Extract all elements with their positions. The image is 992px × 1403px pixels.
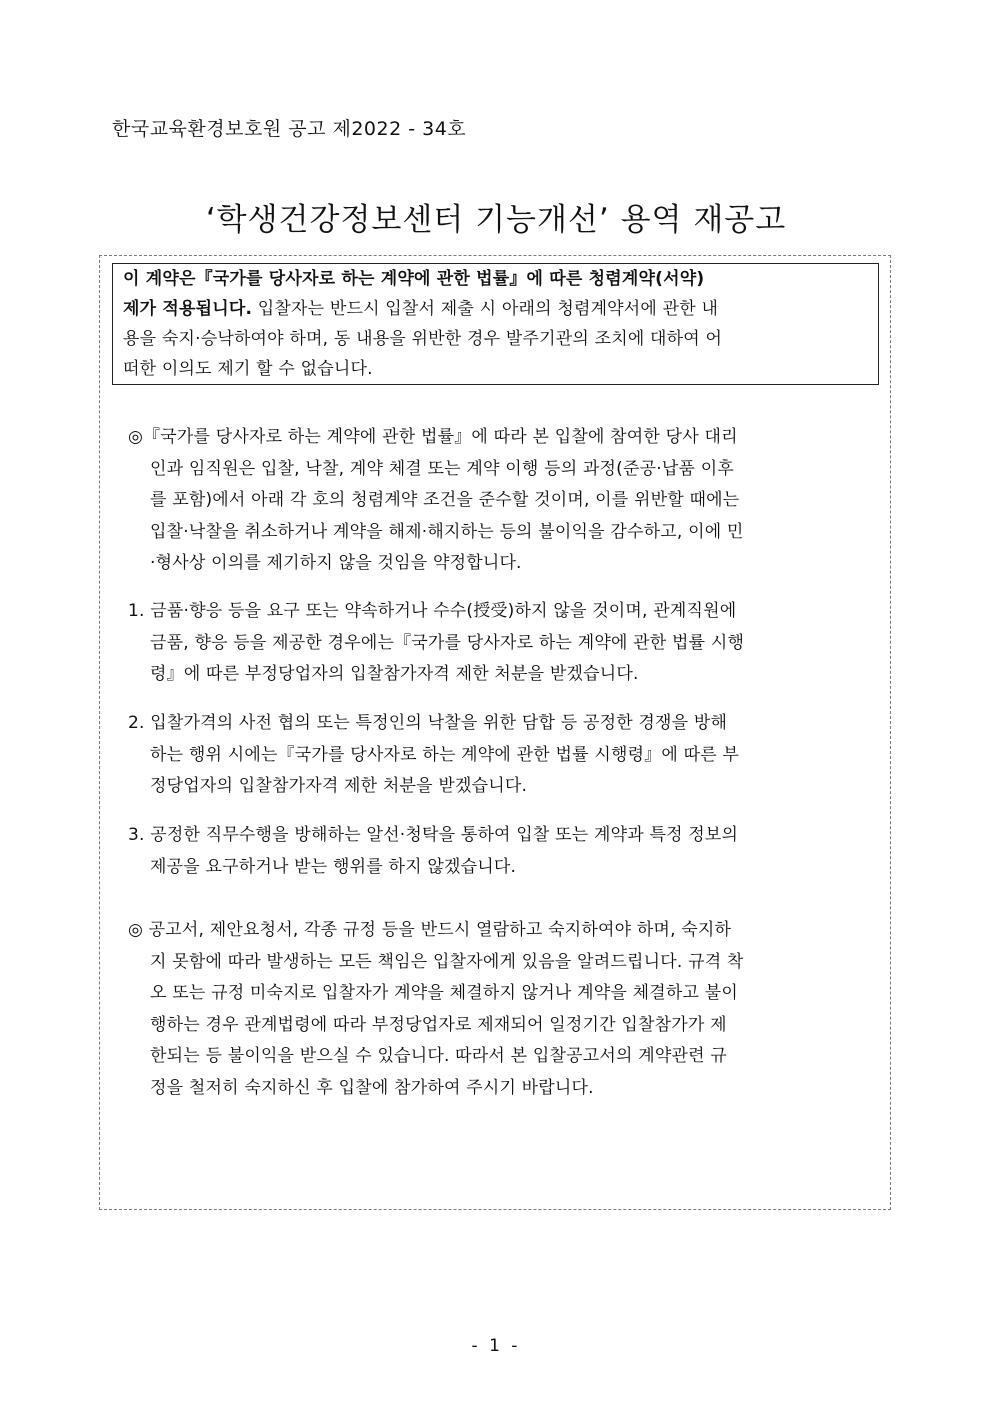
text-line: ◎『국가를 당사자로 하는 계약에 관한 법률』에 따라 본 입찰에 참여한 당사 대리 <box>128 427 738 447</box>
pledge-emphasis: 제가 적용됩니다. <box>123 299 253 319</box>
text-line: 오 또는 규정 미숙지로 입찰자가 계약을 체결하지 않거나 계약을 체결하고 불이 <box>150 983 738 1003</box>
pledge-line: 떠한 이의도 제기 할 수 없습니다. <box>123 359 373 379</box>
text-line: 정당업자의 입찰참가자격 제한 처분을 받겠습니다. <box>150 776 528 796</box>
text-line: 입찰·낙찰을 취소하거나 계약을 해제·해지하는 등의 불이익을 감수하고, 이에 민 <box>150 521 744 542</box>
text-line: 령』에 따른 부정당업자의 입찰참가자격 제한 처분을 받겠습니다. <box>150 664 639 684</box>
text-line: ·형사상 이의를 제기하지 않을 것임을 약정합니다. <box>150 553 522 573</box>
pledge-text: 입찰자는 반드시 입찰서 제출 시 아래의 청렴계약서에 관한 내 <box>252 299 719 319</box>
text-line: 하는 행위 시에는『국가를 당사자로 하는 계약에 관한 법률 시행령』에 따른 부 <box>150 744 740 765</box>
pledge-line: 용을 숙지·승낙하여야 하며, 동 내용을 위반한 경우 발주기관의 조치에 대하여 어 <box>123 329 723 349</box>
closing-paragraph <box>128 915 884 1104</box>
text-line: 제공을 요구하거나 받는 행위를 하지 않겠습니다. <box>150 856 517 877</box>
intro-paragraph <box>128 422 884 580</box>
text-line: 정을 철저히 숙지하신 후 입찰에 참가하여 주시기 바랍니다. <box>150 1077 594 1098</box>
text-line: 2. 입찰가격의 사전 협의 또는 특정인의 낙찰을 위한 담합 등 공정한 경쟁을 방해 <box>128 713 728 733</box>
clause-item-1 <box>128 596 884 691</box>
clause-item-3 <box>128 820 884 883</box>
text-line: 3. 공정한 직무수행을 방해하는 알선·청탁을 통하여 입찰 또는 계약과 특정 정보의 <box>128 825 739 845</box>
text-line: 금품, 향응 등을 제공한 경우에는『국가를 당사자로 하는 계약에 관한 법률 시행 <box>150 632 745 653</box>
text-line: 한되는 등 불이익을 받으실 수 있습니다. 따라서 본 입찰공고서의 계약관련 규 <box>150 1046 727 1066</box>
text-line: 인과 임직원은 입찰, 낙찰, 계약 체결 또는 계약 이행 등의 과정(준공·납품 이후 <box>150 458 734 479</box>
text-line: 1. 금품·향응 등을 요구 또는 약속하거나 수수(授受)하지 않을 것이며, 관계직원에 <box>128 601 737 621</box>
page-number: - 1 - <box>471 1336 521 1356</box>
text-line: 를 포함)에서 아래 각 호의 청렴계약 조건을 준수할 것이며, 이를 위반할 때에는 <box>150 490 740 510</box>
pledge-box <box>112 263 879 385</box>
text-line: 행하는 경우 관계법령에 따라 부정당업자로 제재되어 일정기간 입찰참가가 제 <box>150 1014 727 1035</box>
clause-item-2 <box>128 708 884 803</box>
text-line: ◎ 공고서, 제안요청서, 각종 규정 등을 반드시 열람하고 숙지하여야 하며, 숙지하 <box>128 920 732 940</box>
page-title: ‘학생건강정보센터 기능개선’ 용역 재공고 <box>205 202 787 238</box>
text-line: 지 못함에 따라 발생하는 모든 책임은 입찰자에게 있음을 알려드립니다. 규격 착 <box>150 951 744 972</box>
pledge-line <box>123 294 868 324</box>
notice-number: 한국교육환경보호원 공고 제2022 - 34호 <box>112 118 467 140</box>
pledge-line: 이 계약은『국가를 당사자로 하는 계약에 관한 법률』에 따른 청렴계약(서약) <box>123 269 705 289</box>
